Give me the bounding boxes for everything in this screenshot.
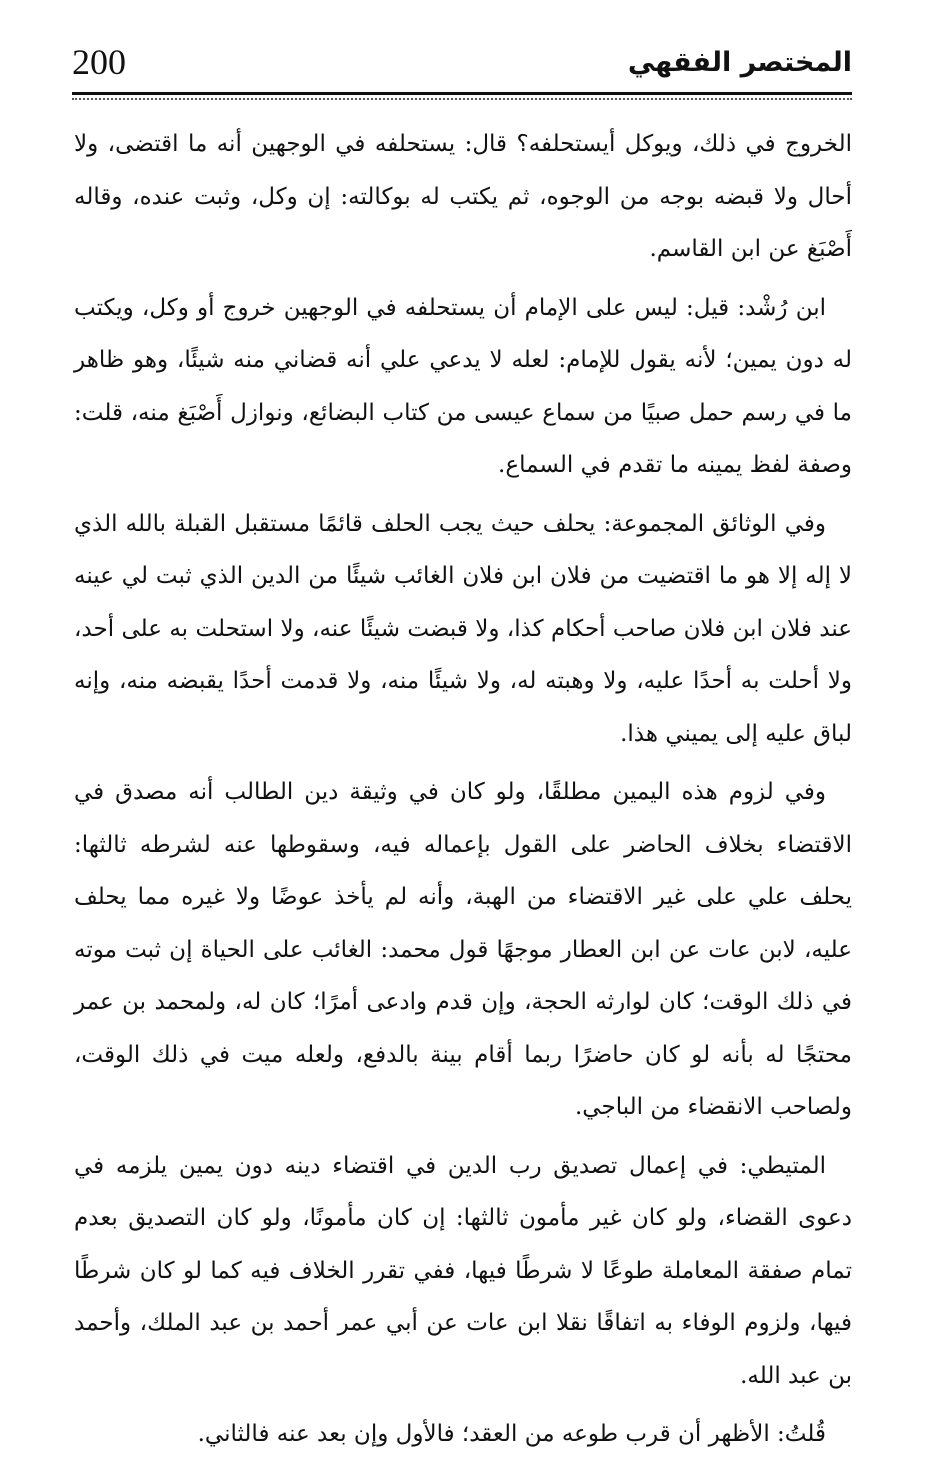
paragraph: الخروج في ذلك، ويوكل أيستحلفه؟ قال: يستحلفه في الوجهين أنه ما اقتضى، ولا أحال ولا قبضه بوجه من الوجوه، ثم يكتب له بوكالته: إن وكل، وثبت عنده، وقاله أَصْبَغ عن ابن القاسم. [74,131,852,262]
running-title: المختصر الفقهي [627,47,852,78]
page-number: 200 [72,42,126,82]
page-header [72,38,852,90]
paragraph: وفي الوثائق المجموعة: يحلف حيث يجب الحلف قائمًا مستقبل القبلة بالله الذي لا إله إلا هو ما اقتضيت من فلان ابن فلان الغائب شيئًا من الدين الذي ثبت لي عينه عند فلان ابن فلان صاحب أحكام كذا، ولا قبضت شيئًا عنه، ولا استحلت به على أحد، ولا أحلت به أحدًا عليه، ولا وهبته له، ولا شيئًا منه، ولا قدمت أحدًا يقبضه منه، وإنه لباق عليه إلى يميني هذا. [74,510,852,747]
header-dotted-rule [72,98,852,100]
paragraph: وفي لزوم هذه اليمين مطلقًا، ولو كان في وثيقة دين الطالب أنه مصدق في الاقتضاء بخلاف الحاضر على القول بإعماله فيه، وسقوطها عنه لشرطه ثالثها: يحلف علي على غير الاقتضاء من الهبة، وأنه لم يأخذ عوضًا ولا غيره مما يحلف عليه، لابن عات عن ابن العطار موجهًا قول محمد: الغائب على الحياة إن ثبت موته في ذلك الوقت؛ كان لوارثه الحجة، وإن قدم وادعى أمرًا؛ كان له، ولمحمد بن عمر محتجًا له بأنه لو كان حاضرًا ربما أقام بينة بالدفع، ولعله ميت في ذلك الوقت، ولصاحب الانقضاء من الباجي. [74,779,852,1120]
paragraph: ابن رُشْد: قيل: ليس على الإمام أن يستحلفه في الوجهين خروج أو وكل، ويكتب له دون يمين؛ لأنه يقول للإمام: لعله لا يدعي علي أنه قضاني منه شيئًا، وهو ظاهر ما في رسم حمل صبيًا من سماع عيسى من كتاب البضائع، ونوازل أَصْبَغ منه، قلت: وصفة لفظ يمينه ما تقدم في السماع. [74,294,852,478]
paragraph: المتيطي: في إعمال تصديق رب الدين في اقتضاء دينه دون يمين يلزمه في دعوى القضاء، ولو كان غير مأمون ثالثها: إن كان مأمونًا، ولو كان التصديق بعدم تمام صفقة المعاملة طوعًا لا شرطًا فيها، ففي تقرر الخلاف فيه كما لو كان شرطًا فيها، ولزوم الوفاء به اتفاقًا نقلا ابن عات عن أبي عمر أحمد بن عبد الملك، وأحمد بن عبد الله. [74,1152,852,1389]
body-text [74,118,852,1467]
paragraph: قُلتُ: الأظهر أن قرب طوعه من العقد؛ فالأول وإن بعد عنه فالثاني. [197,1421,826,1447]
header-rule [72,92,852,95]
